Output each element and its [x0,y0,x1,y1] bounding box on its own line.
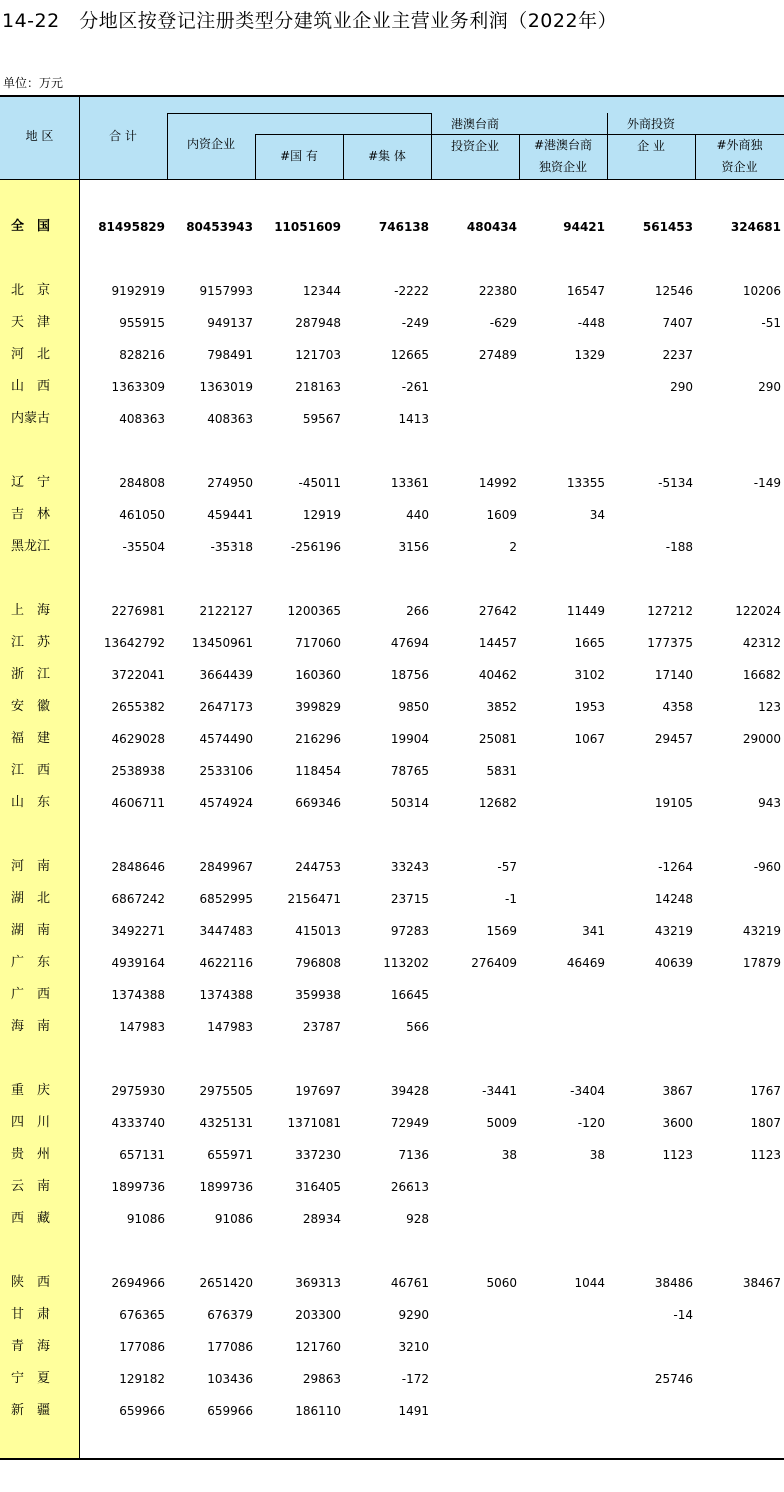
value-cell: 1363019 [199,380,253,394]
value-cell: 290 [758,380,781,394]
value-cell: 12919 [302,508,341,522]
value-cell: 177375 [647,636,693,650]
value-cell: 103436 [207,1372,253,1386]
value-cell: 2276981 [111,604,165,618]
value-cell: 399829 [295,700,341,714]
table-row [0,403,784,435]
value-cell: 1200365 [287,604,341,618]
header-hmt-sole-2: 独资企业 [538,160,587,174]
value-cell: 147983 [119,1020,165,1034]
value-cell: 2538938 [111,764,165,778]
value-cell: 25746 [654,1372,693,1386]
value-cell: 3852 [486,700,517,714]
value-cell: 38486 [654,1276,693,1290]
value-cell: 43219 [654,924,693,938]
value-cell: -149 [753,476,781,490]
table-row [0,755,784,787]
value-cell: 94421 [563,220,605,234]
value-cell: 290 [670,380,693,394]
value-cell: 669346 [295,796,341,810]
region-name: 广 东 [11,955,51,970]
value-cell: 2849967 [199,860,253,874]
value-cell: 1569 [486,924,517,938]
region-name: 湖 南 [11,923,51,938]
region-name: 福 建 [11,731,51,746]
value-cell: 5009 [486,1116,517,1130]
value-cell: -256196 [290,540,341,554]
value-cell: 14457 [478,636,517,650]
value-cell: 415013 [295,924,341,938]
value-cell: 266 [406,604,429,618]
value-cell: 13642792 [103,636,165,650]
header-collective: #集 体 [368,149,406,163]
region-name: 北 京 [11,283,51,298]
value-cell: 216296 [295,732,341,746]
value-cell: 2975930 [111,1084,165,1098]
value-cell: 798491 [207,348,253,362]
value-cell: 3210 [398,1340,429,1354]
table-row [0,1139,784,1171]
region-name: 浙 江 [11,667,51,682]
value-cell: 949137 [207,316,253,330]
value-cell: 22380 [478,284,517,298]
region-name: 全 国 [11,219,51,234]
value-cell: -120 [577,1116,605,1130]
value-cell: 40462 [478,668,517,682]
value-cell: -261 [401,380,429,394]
table-row [0,1171,784,1203]
value-cell: 81495829 [98,220,165,234]
table-row [0,1267,784,1299]
header-hmt-sole-1: #港澳台商 [533,138,593,152]
value-cell: 4574490 [199,732,253,746]
value-cell: 16547 [566,284,605,298]
value-cell: 1491 [398,1404,429,1418]
table-row [0,851,784,883]
value-cell: 14248 [654,892,693,906]
value-cell: 9850 [398,700,429,714]
region-name: 河 南 [11,859,51,874]
value-cell: 369313 [295,1276,341,1290]
value-cell: 1413 [398,412,429,426]
value-cell: 7407 [662,316,693,330]
value-cell: 26613 [390,1180,429,1194]
value-cell: 42312 [742,636,781,650]
value-cell: 5831 [486,764,517,778]
region-name: 广 西 [11,987,51,1002]
table-row [0,1075,784,1107]
value-cell: 1665 [574,636,605,650]
table-row [0,1331,784,1363]
value-cell: -629 [489,316,517,330]
value-cell: 1374388 [199,988,253,1002]
value-cell: 3102 [574,668,605,682]
table-row [0,947,784,979]
value-cell: 4939164 [111,956,165,970]
value-cell: 91086 [214,1212,253,1226]
value-cell: 1123 [662,1148,693,1162]
value-cell: 123 [758,700,781,714]
value-cell: 80453943 [186,220,253,234]
value-cell: 4358 [662,700,693,714]
value-cell: 14992 [478,476,517,490]
value-cell: 17140 [654,668,693,682]
region-name: 安 徽 [11,699,51,714]
value-cell: 3664439 [199,668,253,682]
region-name: 山 东 [11,795,51,810]
table-row [0,915,784,947]
region-name: 四 川 [11,1115,51,1130]
value-cell: 50314 [390,796,429,810]
value-cell: 28934 [302,1212,341,1226]
value-cell: 46469 [566,956,605,970]
value-cell: 13361 [390,476,429,490]
value-cell: 18756 [390,668,429,682]
value-cell: 2122127 [199,604,253,618]
value-cell: -51 [761,316,781,330]
value-cell: 9192919 [111,284,165,298]
region-name: 西 藏 [11,1211,51,1226]
value-cell: 408363 [207,412,253,426]
value-cell: 676379 [207,1308,253,1322]
value-cell: 3447483 [199,924,253,938]
header-line [167,113,431,114]
value-cell: 1363309 [111,380,165,394]
table-row [0,659,784,691]
value-cell: 274950 [207,476,253,490]
value-cell: 676365 [119,1308,165,1322]
table-bottom-rule [0,1458,784,1460]
value-cell: 129182 [119,1372,165,1386]
region-name: 黑龙江 [11,539,51,554]
table-row [0,595,784,627]
value-cell: 39428 [390,1084,429,1098]
value-cell: 16682 [742,668,781,682]
header-hmt-line2: 投资企业 [450,139,499,153]
value-cell: 1899736 [199,1180,253,1194]
value-cell: 3600 [662,1116,693,1130]
region-name: 青 海 [11,1339,51,1354]
region-name: 辽 宁 [11,475,51,490]
value-cell: 78765 [390,764,429,778]
value-cell: 118454 [295,764,341,778]
value-cell: 1044 [574,1276,605,1290]
value-cell: 4629028 [111,732,165,746]
value-cell: 186110 [295,1404,341,1418]
value-cell: 2156471 [287,892,341,906]
value-cell: 12682 [478,796,517,810]
value-cell: 7136 [398,1148,429,1162]
value-cell: 2655382 [111,700,165,714]
value-cell: -1264 [658,860,693,874]
value-cell: 4333740 [111,1116,165,1130]
value-cell: 566 [406,1020,429,1034]
value-cell: 324681 [730,220,781,234]
region-name: 江 苏 [11,635,51,650]
value-cell: 717060 [295,636,341,650]
value-cell: 1329 [574,348,605,362]
region-name: 内蒙古 [11,411,51,426]
value-cell: 3492271 [111,924,165,938]
value-cell: 276409 [471,956,517,970]
value-cell: 3722041 [111,668,165,682]
region-name: 吉 林 [11,507,51,522]
region-name: 贵 州 [11,1147,51,1162]
value-cell: 38 [589,1148,605,1162]
total-row [0,211,784,243]
value-cell: 4606711 [111,796,165,810]
region-name: 山 西 [11,379,51,394]
value-cell: 2533106 [199,764,253,778]
value-cell: 337230 [295,1148,341,1162]
page-title: 14-22 分地区按登记注册类型分建筑业企业主营业务利润（2022年） [2,10,618,32]
value-cell: 2694966 [111,1276,165,1290]
region-name: 海 南 [11,1019,51,1034]
value-cell: 29457 [654,732,693,746]
value-cell: 2647173 [199,700,253,714]
value-cell: 27642 [478,604,517,618]
value-cell: 1953 [574,700,605,714]
value-cell: 203300 [295,1308,341,1322]
region-name: 云 南 [11,1179,51,1194]
value-cell: 11449 [566,604,605,618]
header-domestic: 内资企业 [186,137,235,151]
table-row [0,979,784,1011]
value-cell: 113202 [383,956,429,970]
region-name: 新 疆 [11,1403,51,1418]
table-row [0,1107,784,1139]
value-cell: 91086 [126,1212,165,1226]
value-cell: 43219 [742,924,781,938]
value-cell: 359938 [295,988,341,1002]
table-row [0,627,784,659]
region-name: 宁 夏 [11,1371,51,1386]
value-cell: 122024 [735,604,781,618]
value-cell: 27489 [478,348,517,362]
value-cell: 34 [589,508,605,522]
value-cell: 197697 [295,1084,341,1098]
table-row [0,339,784,371]
value-cell: 121703 [295,348,341,362]
value-cell: 4622116 [199,956,253,970]
value-cell: 341 [582,924,605,938]
region-name: 湖 北 [11,891,51,906]
value-cell: 6867242 [111,892,165,906]
value-cell: 147983 [207,1020,253,1034]
value-cell: 23787 [302,1020,341,1034]
value-cell: 4574924 [199,796,253,810]
value-cell: 316405 [295,1180,341,1194]
value-cell: 127212 [647,604,693,618]
value-cell: 38 [501,1148,517,1162]
value-cell: 943 [758,796,781,810]
value-cell: 23715 [390,892,429,906]
value-cell: 29000 [742,732,781,746]
value-cell: 244753 [295,860,341,874]
table-row [0,1395,784,1427]
table-row [0,467,784,499]
value-cell: 19105 [654,796,693,810]
value-cell: 1807 [750,1116,781,1130]
value-cell: 29863 [302,1372,341,1386]
table-row [0,531,784,563]
value-cell: 72949 [390,1116,429,1130]
header-foreign-sole-1: #外商独 [716,138,763,152]
header-foreign-2: 企 业 [637,139,665,153]
value-cell: 1374388 [111,988,165,1002]
value-cell: -2222 [394,284,429,298]
table-row [0,1299,784,1331]
header-total: 合 计 [109,129,137,143]
value-cell: 177086 [207,1340,253,1354]
value-cell: 16645 [390,988,429,1002]
value-cell: -188 [665,540,693,554]
value-cell: 160360 [295,668,341,682]
value-cell: -35318 [210,540,253,554]
value-cell: -5134 [658,476,693,490]
header-foreign-1: 外商投资 [626,117,675,131]
value-cell: -45011 [298,476,341,490]
value-cell: 659966 [119,1404,165,1418]
header-state: #国 有 [280,149,318,163]
value-cell: 12344 [302,284,341,298]
value-cell: 12665 [390,348,429,362]
value-cell: 17879 [742,956,781,970]
value-cell: 59567 [302,412,341,426]
value-cell: 3867 [662,1084,693,1098]
value-cell: 440 [406,508,429,522]
value-cell: 1067 [574,732,605,746]
value-cell: 461050 [119,508,165,522]
value-cell: 13355 [566,476,605,490]
value-cell: 1899736 [111,1180,165,1194]
value-cell: 2651420 [199,1276,253,1290]
value-cell: 47694 [390,636,429,650]
value-cell: 5060 [486,1276,517,1290]
value-cell: 1371081 [287,1116,341,1130]
value-cell: 2848646 [111,860,165,874]
table-row [0,499,784,531]
value-cell: -960 [753,860,781,874]
value-cell: -172 [401,1372,429,1386]
value-cell: 928 [406,1212,429,1226]
header-foreign-sole-2: 资企业 [721,160,758,174]
value-cell: 10206 [742,284,781,298]
table-row [0,1363,784,1395]
value-cell: 1123 [750,1148,781,1162]
value-cell: 659966 [207,1404,253,1418]
value-cell: 828216 [119,348,165,362]
value-cell: -249 [401,316,429,330]
value-cell: 3156 [398,540,429,554]
table-row [0,723,784,755]
region-name: 河 北 [11,347,51,362]
value-cell: 12546 [654,284,693,298]
header-hmt-group: 港澳台商 [450,117,499,131]
value-cell: -3441 [482,1084,517,1098]
region-name: 甘 肃 [11,1307,51,1322]
value-cell: 655971 [207,1148,253,1162]
value-cell: 6852995 [199,892,253,906]
value-cell: 1767 [750,1084,781,1098]
value-cell: 1609 [486,508,517,522]
value-cell: 40639 [654,956,693,970]
region-name: 重 庆 [11,1083,51,1098]
value-cell: 46761 [390,1276,429,1290]
value-cell: 2237 [662,348,693,362]
value-cell: 9290 [398,1308,429,1322]
value-cell: 19904 [390,732,429,746]
header-bottom-line [0,179,784,180]
value-cell: 2975505 [199,1084,253,1098]
value-cell: -448 [577,316,605,330]
value-cell: 796808 [295,956,341,970]
value-cell: 284808 [119,476,165,490]
value-cell: 11051609 [274,220,341,234]
table-row [0,883,784,915]
value-cell: 38467 [742,1276,781,1290]
region-name: 上 海 [11,603,51,618]
table-row [0,787,784,819]
value-cell: 561453 [642,220,693,234]
header-region: 地 区 [25,129,54,143]
value-cell: -3404 [570,1084,605,1098]
value-cell: 2 [509,540,517,554]
value-cell: 33243 [390,860,429,874]
table-row [0,1203,784,1235]
value-cell: 746138 [378,220,429,234]
region-name: 天 津 [11,315,51,330]
value-cell: 25081 [478,732,517,746]
unit-label: 单位：万元 [3,76,64,90]
value-cell: -35504 [122,540,165,554]
value-cell: 4325131 [199,1116,253,1130]
value-cell: -57 [497,860,517,874]
table-row [0,275,784,307]
value-cell: 955915 [119,316,165,330]
table-row [0,1011,784,1043]
region-name: 陕 西 [11,1275,51,1290]
value-cell: 657131 [119,1148,165,1162]
value-cell: 121760 [295,1340,341,1354]
table-row [0,691,784,723]
table-row [0,371,784,403]
table-top-rule [0,95,784,97]
value-cell: 408363 [119,412,165,426]
value-cell: 218163 [295,380,341,394]
value-cell: -14 [673,1308,693,1322]
value-cell: 9157993 [199,284,253,298]
value-cell: 480434 [466,220,517,234]
value-cell: 177086 [119,1340,165,1354]
value-cell: -1 [505,892,517,906]
value-cell: 459441 [207,508,253,522]
value-cell: 13450961 [191,636,253,650]
region-name: 江 西 [11,763,51,778]
value-cell: 287948 [295,316,341,330]
table-row [0,307,784,339]
value-cell: 97283 [390,924,429,938]
